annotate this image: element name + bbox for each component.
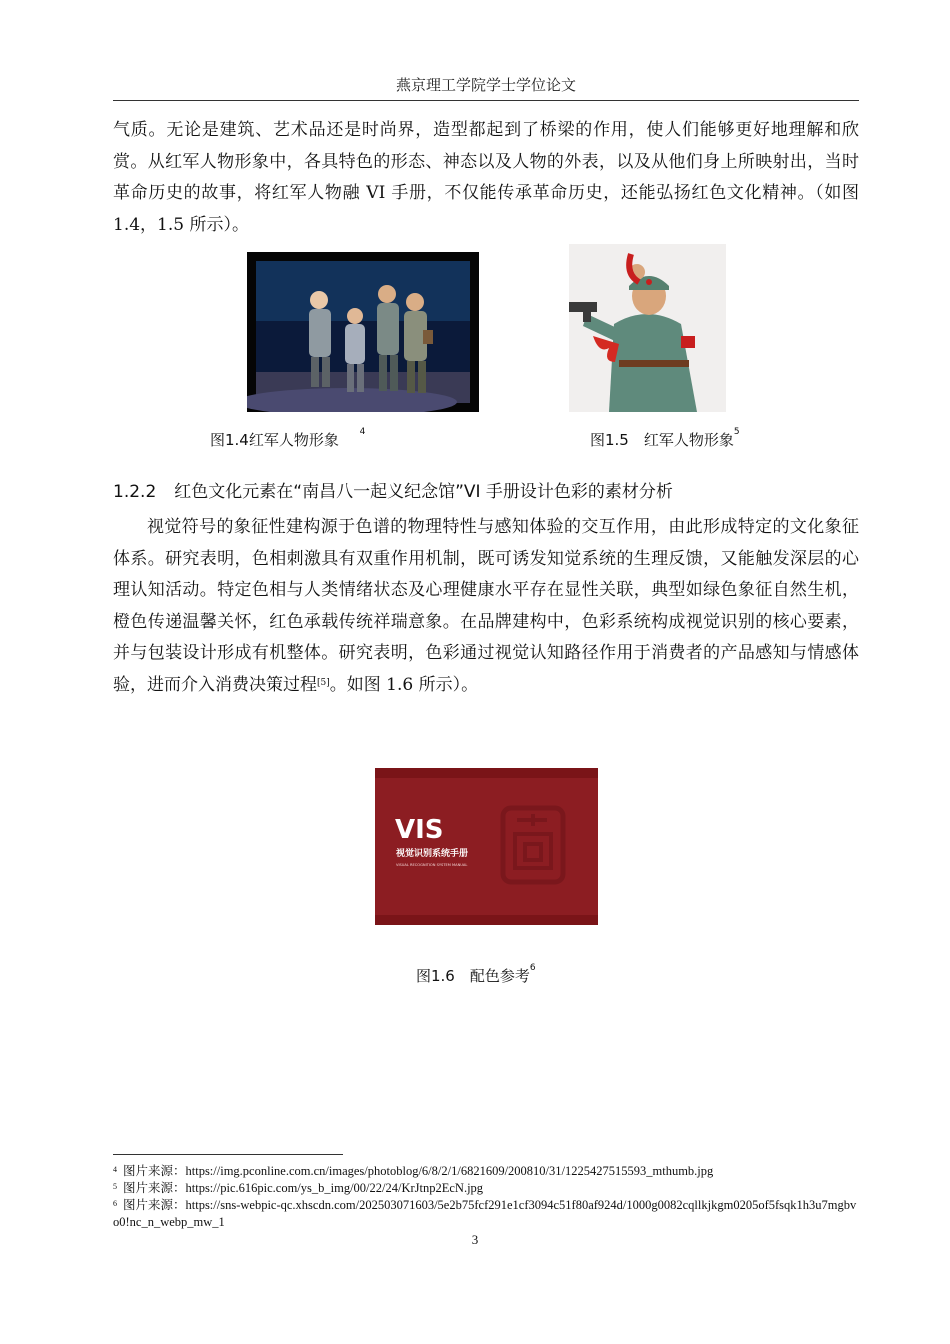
caption-text: 图1.4红军人物形象 <box>210 431 339 449</box>
figure-1-6-image <box>375 768 598 925</box>
vis-manual-cover <box>375 768 598 925</box>
paragraph-tail: 。如图 1.6 所示）。 <box>329 674 479 695</box>
caption-text: 图1.6 配色参考 <box>416 967 530 985</box>
footnote-number: 5 <box>113 1182 117 1191</box>
paragraph-text: 视觉符号的象征性建构源于色谱的物理特性与感知体验的交互作用，由此形成特定的文化象征体系。研究表明，色相刺激具有双重作用机制，既可诱发知觉系统的生理反馈，又能触发深层的心理认知活动。特定色相与人类情绪状态及心理健康水平存在显性关联，典型如绿色象征自然生机，橙色传递温馨关怀，红色承载传统祥瑞意象。在品牌建构中，色彩系统构成视觉识别的核心要素，并与包装设计形成有机整体。研究表明，色彩通过视觉认知路径作用于消费者的产品感知与情感体验，进而介入消费决策过程 <box>113 517 859 695</box>
figure-1-5-caption <box>590 429 740 450</box>
figure-1-6-caption <box>416 965 536 986</box>
body-paragraph-1: 气质。无论是建筑、艺术品还是时尚界，造型都起到了桥梁的作用，使人们能够更好地理解和欣赏。从红军人物形象中，各具特色的形态、神态以及人物的外表，以及从他们身上所映射出，当时革命历史的故事，将红军人物融 VI 手册，不仅能传承革命历史，还能弘扬红色文化精神。（如图 1.4，1.5 所示）。 <box>113 120 859 235</box>
footnote-marker: 6 <box>529 963 536 973</box>
footnote-text: 图片来源：https://img.pconline.com.cn/images/photoblog/6/8/2/1/6821609/200810/31/1225427515593_mthumb.jpg <box>123 1164 714 1178</box>
footnote-4 <box>113 1163 859 1180</box>
body-paragraph-2 <box>113 512 859 701</box>
page-header: 燕京理工学院学士学位论文 <box>113 70 859 101</box>
caption-text: 图1.5 红军人物形象 <box>590 431 734 449</box>
figure-1-4-image <box>247 252 479 412</box>
footnote-6 <box>113 1197 859 1231</box>
footnote-marker: 4 <box>359 427 366 437</box>
footnote-number: 4 <box>113 1165 117 1174</box>
footnote-5 <box>113 1180 859 1197</box>
section-title: 红色文化元素在“南昌八一起义纪念馆”VI 手册设计色彩的素材分析 <box>174 482 673 502</box>
footnote-text: 图片来源：https://sns-webpic-qc.xhscdn.com/202503071603/5e2b75fcf291e1cf3094c51f80af924d/1000g0082cqllkjkgm0205of5fsqk1h3u7mgbvo0!nc_n_webp_mw_1 <box>113 1198 857 1229</box>
section-number: 1.2.2 <box>113 482 157 502</box>
footnote-separator <box>113 1154 343 1155</box>
footnote-marker: 5 <box>733 427 740 437</box>
figure-1-4-caption <box>210 429 365 450</box>
vis-logo-subtitle: 视觉识别系统手册 <box>396 849 469 859</box>
vis-logo-english: VISUAL RECOGNITION SYSTEM MANUAL <box>396 863 468 867</box>
section-heading <box>113 477 673 502</box>
footnote-number: 6 <box>113 1199 117 1208</box>
footnotes <box>113 1163 859 1231</box>
page-number: 3 <box>471 1232 479 1247</box>
figure-1-5-image <box>569 244 726 412</box>
citation-ref: [5] <box>317 677 330 688</box>
soldier-illustration <box>569 244 726 412</box>
vis-logo-text: VIS <box>395 815 444 845</box>
footnote-text: 图片来源：https://pic.616pic.com/ys_b_img/00/22/24/KrJtnp2EcN.jpg <box>123 1181 484 1195</box>
stage-photo <box>247 252 479 412</box>
